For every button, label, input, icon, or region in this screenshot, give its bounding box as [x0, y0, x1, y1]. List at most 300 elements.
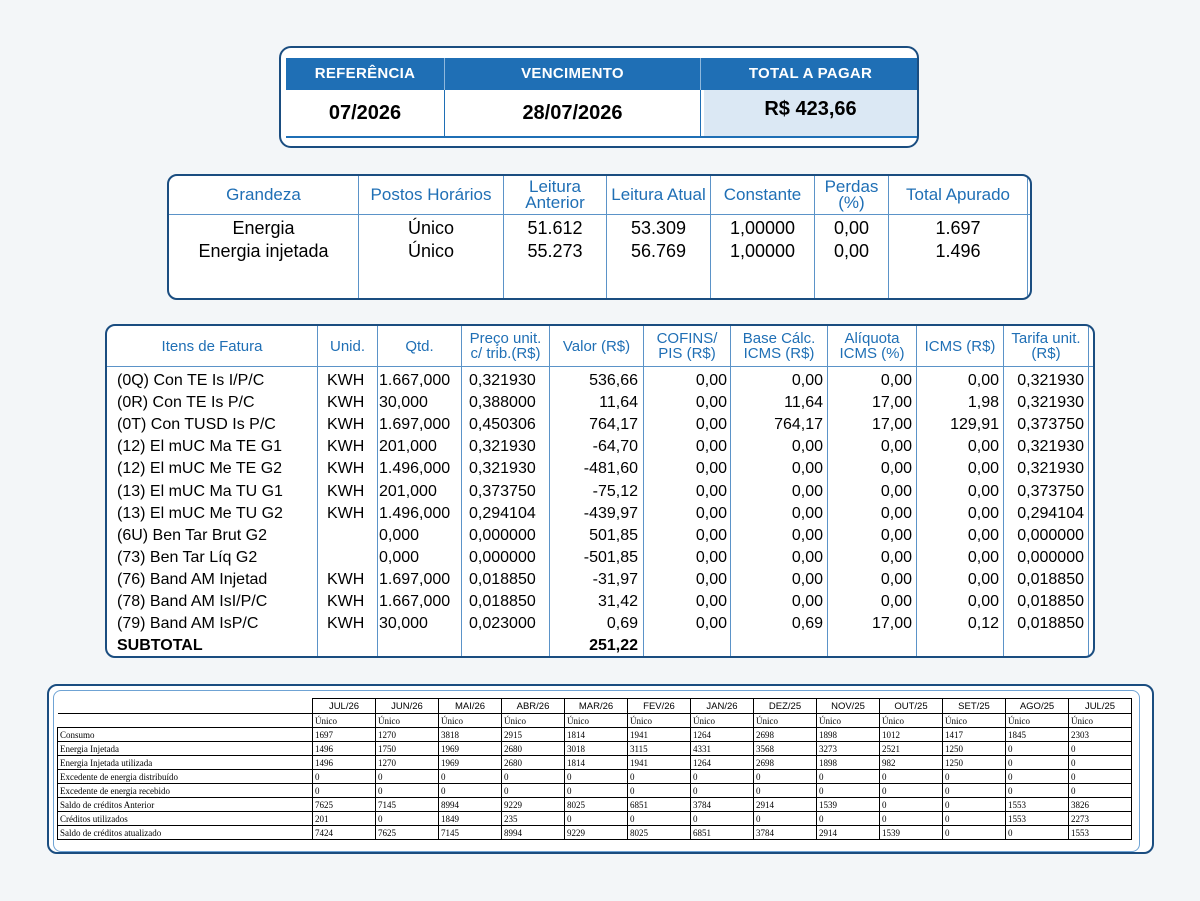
months-row [58, 699, 1132, 714]
cell-aliquota: 0,00 [880, 438, 912, 456]
history-value: 0 [880, 784, 943, 798]
month-header: MAI/26 [439, 699, 502, 714]
history-value: 0 [754, 812, 817, 826]
summary-header-bar [286, 58, 917, 90]
header-tarifa: Tarifa unit. (R$) [1011, 330, 1081, 362]
history-value: 8994 [502, 826, 565, 840]
cell-qtd: 1.496,000 [379, 504, 451, 522]
cell-unid: KWH [327, 504, 365, 522]
summary-underline [286, 136, 917, 138]
header-valor: Valor (R$) [562, 337, 631, 355]
history-value: 6851 [628, 798, 691, 812]
cell-constante: 1,00000 [729, 218, 796, 238]
cell-cofins: 0,00 [695, 416, 727, 434]
history-value: 6851 [691, 826, 754, 840]
history-value: 9229 [565, 826, 628, 840]
cell-aliquota: 0,00 [880, 460, 912, 478]
history-value: 7145 [439, 826, 502, 840]
header-total-apurado: Total Apurado [906, 185, 1010, 204]
cell-preco: 0,018850 [469, 570, 536, 588]
posto-cell: Único [313, 714, 376, 728]
history-value: 0 [628, 770, 691, 784]
history-value: 0 [565, 812, 628, 826]
history-row [58, 756, 1132, 770]
referencia-label: REFERÊNCIA [314, 65, 416, 82]
cell-base-icms: 764,17 [774, 416, 823, 434]
history-value: 0 [628, 812, 691, 826]
cell-qtd: 1.496,000 [379, 460, 451, 478]
posto-cell: Único [628, 714, 691, 728]
month-header: MAR/26 [565, 699, 628, 714]
cell-aliquota: 17,00 [871, 615, 912, 633]
cell-total-apurado: 1.697 [935, 218, 981, 238]
cell-postos: Único [407, 218, 455, 238]
cell-base-icms: 11,64 [784, 394, 823, 412]
cell-item: (0T) Con TUSD Is P/C [117, 416, 276, 434]
month-header: OUT/25 [880, 699, 943, 714]
history-value: 7145 [376, 798, 439, 812]
cell-item: (12) El mUC Ma TE G1 [117, 438, 283, 456]
history-row [58, 798, 1132, 812]
cell-item: (0Q) Con TE Is I/P/C [117, 372, 265, 389]
cell-icms: 0,00 [967, 438, 999, 456]
history-row-label: Energia Injetada [58, 742, 313, 756]
month-header: JUL/26 [313, 699, 376, 714]
cell-icms: 0,12 [967, 615, 999, 633]
history-value: 0 [817, 812, 880, 826]
referencia-value: 07/2026 [328, 102, 402, 124]
posto-cell: Único [1006, 714, 1069, 728]
cell-tarifa: 0,000000 [1017, 526, 1084, 544]
cell-item: (0R) Con TE Is P/C [117, 394, 255, 412]
cell-unid: KWH [327, 570, 365, 588]
history-row-label: Energia Injetada utilizada [58, 756, 313, 770]
posto-cell: Único [880, 714, 943, 728]
posto-cell: Único [376, 714, 439, 728]
history-value: 1250 [943, 742, 1006, 756]
history-value: 1941 [628, 728, 691, 742]
posto-cell: Único [565, 714, 628, 728]
history-value: 1270 [376, 728, 439, 742]
posto-cell: Único [691, 714, 754, 728]
cell-preco: 0,388000 [469, 394, 536, 412]
cell-preco: 0,321930 [469, 372, 536, 389]
consumption-history-table [57, 698, 1132, 840]
header-perdas: Perdas (%) [824, 177, 879, 212]
cell-qtd: 1.667,000 [379, 372, 451, 389]
history-row [58, 826, 1132, 840]
vencimento-label: VENCIMENTO [521, 65, 624, 82]
cell-unid: KWH [327, 416, 365, 434]
cell-qtd: 0,000 [379, 526, 420, 544]
cell-leitura-anterior: 51.612 [527, 218, 583, 238]
posto-cell: Único [754, 714, 817, 728]
history-value: 8994 [439, 798, 502, 812]
header-base-icms: Base Cálc. ICMS (R$) [742, 330, 816, 362]
cell-preco: 0,294104 [469, 504, 536, 522]
cell-preco: 0,018850 [469, 593, 536, 610]
header-icms: ICMS (R$) [924, 337, 996, 355]
history-row [58, 728, 1132, 742]
history-value: 8025 [628, 826, 691, 840]
month-header: ABR/26 [502, 699, 565, 714]
history-value: 4331 [691, 742, 754, 756]
cell-base-icms: 0,00 [791, 438, 823, 456]
cell-base-icms: 0,00 [791, 504, 823, 522]
cell-tarifa: 0,321930 [1017, 372, 1084, 389]
cell-icms: 0,00 [967, 526, 999, 544]
history-value: 0 [880, 798, 943, 812]
cell-leitura-anterior: 55.273 [527, 241, 583, 261]
header-leitura-anterior: Leitura Anterior [525, 177, 585, 212]
history-value: 2680 [502, 756, 565, 770]
history-value: 0 [943, 798, 1006, 812]
header-aliquota: Alíquota ICMS (%) [839, 330, 905, 362]
history-value: 0 [691, 770, 754, 784]
history-value: 8025 [565, 798, 628, 812]
history-value: 1539 [880, 826, 943, 840]
cell-tarifa: 0,373750 [1017, 482, 1084, 500]
cell-qtd: 1.697,000 [379, 570, 451, 588]
cell-qtd: 30,000 [379, 394, 428, 412]
cell-cofins: 0,00 [695, 593, 727, 610]
history-row [58, 770, 1132, 784]
history-value: 2914 [817, 826, 880, 840]
history-value: 0 [943, 784, 1006, 798]
month-header: JAN/26 [691, 699, 754, 714]
history-row [58, 812, 1132, 826]
cell-total-apurado: 1.496 [935, 241, 981, 261]
cell-cofins: 0,00 [695, 504, 727, 522]
cell-tarifa: 0,018850 [1017, 570, 1084, 588]
history-value: 1553 [1069, 826, 1132, 840]
cell-preco: 0,373750 [469, 482, 536, 500]
invoice-item-row [107, 547, 1095, 569]
header-qtd: Qtd. [405, 337, 434, 355]
cell-valor: 0,69 [606, 615, 638, 633]
cell-cofins: 0,00 [695, 570, 727, 588]
history-value: 1750 [376, 742, 439, 756]
cell-aliquota: 0,00 [880, 526, 912, 544]
cell-unid: KWH [327, 394, 365, 412]
cell-icms: 0,00 [967, 570, 999, 588]
cell-preco: 0,000000 [469, 526, 536, 544]
subtotal-label: SUBTOTAL [117, 637, 203, 654]
cell-item: (6U) Ben Tar Brut G2 [117, 526, 267, 544]
invoice-item-row [107, 591, 1095, 613]
history-value: 0 [565, 770, 628, 784]
history-value: 2273 [1069, 812, 1132, 826]
cell-grandeza: Energia [232, 218, 295, 238]
history-value: 0 [1006, 770, 1069, 784]
month-header: DEZ/25 [754, 699, 817, 714]
history-value: 0 [943, 770, 1006, 784]
history-value: 0 [1006, 756, 1069, 770]
cell-valor: -75,12 [592, 482, 638, 500]
invoice-item-row [107, 458, 1095, 480]
history-row-label: Créditos utilizados [58, 812, 313, 826]
cell-preco: 0,023000 [469, 615, 536, 633]
invoice-item-row [107, 569, 1095, 591]
history-value: 2698 [754, 728, 817, 742]
cell-icms: 0,00 [967, 548, 999, 566]
total-value: R$ 423,66 [764, 98, 857, 120]
history-value: 0 [754, 770, 817, 784]
cell-tarifa: 0,294104 [1017, 504, 1084, 522]
cell-qtd: 201,000 [379, 482, 437, 500]
history-value: 3273 [817, 742, 880, 756]
cell-base-icms: 0,00 [791, 460, 823, 478]
cell-qtd: 0,000 [379, 548, 420, 566]
history-value: 1845 [1006, 728, 1069, 742]
posto-cell: Único [439, 714, 502, 728]
history-value: 1496 [313, 756, 376, 770]
cell-qtd: 1.697,000 [379, 416, 451, 434]
history-row-label: Excedente de energia distribuído [58, 770, 313, 784]
cell-cofins: 0,00 [695, 394, 727, 412]
posto-cell: Único [1069, 714, 1132, 728]
invoice-item-row [107, 481, 1095, 503]
cell-item: (13) El mUC Me TU G2 [117, 504, 283, 522]
cell-item: (73) Ben Tar Líq G2 [117, 548, 258, 566]
history-value: 1898 [817, 728, 880, 742]
history-value: 0 [313, 784, 376, 798]
month-header: NOV/25 [817, 699, 880, 714]
cell-base-icms: 0,00 [791, 482, 823, 500]
empty-corner [58, 714, 313, 728]
history-value: 3818 [439, 728, 502, 742]
header-preco: Preço unit. c/ trib.(R$) [469, 330, 542, 362]
invoice-summary-card [279, 46, 919, 148]
month-header: AGO/25 [1006, 699, 1069, 714]
cell-valor: -501,85 [583, 548, 638, 566]
cell-qtd: 30,000 [379, 615, 428, 633]
cell-base-icms: 0,69 [791, 615, 823, 633]
header-itens: Itens de Fatura [161, 337, 263, 355]
history-row-label: Excedente de energia recebido [58, 784, 313, 798]
history-value: 3018 [565, 742, 628, 756]
history-value: 2915 [502, 728, 565, 742]
cell-base-icms: 0,00 [791, 526, 823, 544]
history-value: 2680 [502, 742, 565, 756]
subtotal-value: 251,22 [589, 637, 638, 654]
cell-qtd: 201,000 [379, 438, 437, 456]
cell-valor: 501,85 [589, 526, 638, 544]
cell-constante: 1,00000 [729, 241, 796, 261]
cell-aliquota: 0,00 [880, 372, 912, 389]
cell-aliquota: 17,00 [871, 416, 912, 434]
history-value: 0 [943, 826, 1006, 840]
history-value: 0 [943, 812, 1006, 826]
history-value: 0 [439, 784, 502, 798]
history-value: 1264 [691, 756, 754, 770]
cell-valor: -64,70 [592, 438, 638, 456]
cell-item: (12) El mUC Me TE G2 [117, 460, 283, 478]
history-value: 0 [817, 770, 880, 784]
history-value: 2303 [1069, 728, 1132, 742]
total-label: TOTAL A PAGAR [748, 65, 873, 82]
history-row-label: Saldo de créditos atualizado [58, 826, 313, 840]
history-value: 1849 [439, 812, 502, 826]
cell-item: (13) El mUC Ma TU G1 [117, 482, 283, 500]
invoice-item-row [107, 525, 1095, 547]
header-grandeza: Grandeza [226, 185, 301, 204]
cell-item: (76) Band AM Injetad [117, 570, 268, 588]
posto-cell: Único [502, 714, 565, 728]
history-value: 2521 [880, 742, 943, 756]
history-value: 1814 [565, 756, 628, 770]
cell-cofins: 0,00 [695, 548, 727, 566]
history-value: 7625 [376, 826, 439, 840]
history-value: 9229 [502, 798, 565, 812]
cell-perdas: 0,00 [833, 218, 870, 238]
cell-base-icms: 0,00 [791, 372, 823, 389]
invoice-item-row [107, 503, 1095, 525]
history-value: 0 [628, 784, 691, 798]
history-value: 3784 [691, 798, 754, 812]
history-value: 0 [1006, 826, 1069, 840]
cell-valor: 764,17 [589, 416, 638, 434]
history-value: 7424 [313, 826, 376, 840]
history-value: 235 [502, 812, 565, 826]
cell-tarifa: 0,000000 [1017, 548, 1084, 566]
cell-unid: KWH [327, 460, 365, 478]
cell-icms: 1,98 [967, 394, 999, 412]
history-value: 0 [376, 784, 439, 798]
header-postos: Postos Horários [370, 185, 492, 204]
cell-item: (79) Band AM IsP/C [117, 615, 259, 633]
cell-item: (78) Band AM IsI/P/C [117, 593, 268, 610]
history-value: 1969 [439, 756, 502, 770]
cell-preco: 0,321930 [469, 438, 536, 456]
cell-preco: 0,321930 [469, 460, 536, 478]
history-value: 1941 [628, 756, 691, 770]
postos-row [58, 714, 1132, 728]
history-value: 0 [1006, 742, 1069, 756]
posto-cell: Único [817, 714, 880, 728]
history-value: 0 [1006, 784, 1069, 798]
history-value: 0 [691, 812, 754, 826]
history-value: 0 [502, 784, 565, 798]
cell-valor: -31,97 [592, 570, 638, 588]
cell-postos: Único [407, 241, 455, 261]
history-value: 0 [565, 784, 628, 798]
posto-cell: Único [943, 714, 1006, 728]
history-value: 0 [817, 784, 880, 798]
cell-cofins: 0,00 [695, 460, 727, 478]
cell-cofins: 0,00 [695, 372, 727, 389]
history-row [58, 784, 1132, 798]
header-unid: Unid. [329, 337, 366, 355]
cell-aliquota: 0,00 [880, 570, 912, 588]
cell-unid: KWH [327, 615, 365, 633]
summary-values [286, 90, 917, 136]
cell-aliquota: 0,00 [880, 593, 912, 610]
cell-icms: 0,00 [967, 460, 999, 478]
cell-aliquota: 17,00 [871, 394, 912, 412]
history-value: 0 [1069, 784, 1132, 798]
cell-unid: KWH [327, 372, 365, 389]
cell-grandeza: Energia injetada [198, 241, 329, 261]
history-value: 3115 [628, 742, 691, 756]
cell-base-icms: 0,00 [791, 548, 823, 566]
history-value: 1264 [691, 728, 754, 742]
history-value: 0 [880, 770, 943, 784]
cell-valor: 536,66 [589, 372, 638, 389]
cell-cofins: 0,00 [695, 482, 727, 500]
cell-base-icms: 0,00 [791, 570, 823, 588]
cell-cofins: 0,00 [695, 615, 727, 633]
history-value: 201 [313, 812, 376, 826]
cell-aliquota: 0,00 [880, 504, 912, 522]
history-value: 1250 [943, 756, 1006, 770]
history-value: 1553 [1006, 812, 1069, 826]
cell-icms: 0,00 [967, 482, 999, 500]
history-value: 0 [313, 770, 376, 784]
cell-preco: 0,000000 [469, 548, 536, 566]
history-value: 0 [754, 784, 817, 798]
history-value: 2698 [754, 756, 817, 770]
invoice-item-row [107, 370, 1095, 392]
history-value: 7625 [313, 798, 376, 812]
empty-corner [58, 699, 313, 714]
vencimento-value: 28/07/2026 [522, 102, 623, 124]
history-value: 0 [880, 812, 943, 826]
history-value: 1417 [943, 728, 1006, 742]
history-value: 1270 [376, 756, 439, 770]
history-value: 1898 [817, 756, 880, 770]
header-leitura-atual: Leitura Atual [611, 185, 706, 204]
history-value: 0 [376, 770, 439, 784]
month-header: SET/25 [943, 699, 1006, 714]
cell-tarifa: 0,321930 [1017, 438, 1084, 456]
cell-icms: 0,00 [967, 593, 999, 610]
cell-valor: 11,64 [599, 394, 638, 412]
history-value: 3826 [1069, 798, 1132, 812]
cell-valor: -439,97 [583, 504, 638, 522]
cell-qtd: 1.667,000 [379, 593, 451, 610]
cell-cofins: 0,00 [695, 438, 727, 456]
readings-card [167, 174, 1032, 300]
history-value: 2914 [754, 798, 817, 812]
cell-tarifa: 0,321930 [1017, 394, 1084, 412]
cell-aliquota: 0,00 [880, 548, 912, 566]
header-constante: Constante [723, 185, 802, 204]
history-value: 1553 [1006, 798, 1069, 812]
invoice-item-row [107, 436, 1095, 458]
cell-unid: KWH [327, 593, 365, 610]
cell-icms: 0,00 [967, 372, 999, 389]
cell-tarifa: 0,018850 [1017, 615, 1084, 633]
history-value: 0 [502, 770, 565, 784]
history-row-label: Saldo de créditos Anterior [58, 798, 313, 812]
subtotal-row [107, 635, 1095, 657]
history-value: 1814 [565, 728, 628, 742]
month-header: JUN/26 [376, 699, 439, 714]
history-value: 3568 [754, 742, 817, 756]
invoice-item-row [107, 392, 1095, 414]
history-value: 0 [691, 784, 754, 798]
month-header: FEV/26 [628, 699, 691, 714]
cell-cofins: 0,00 [695, 526, 727, 544]
cell-perdas: 0,00 [833, 241, 870, 261]
history-value: 1539 [817, 798, 880, 812]
header-cofins: COFINS/ PIS (R$) [656, 330, 718, 362]
history-value: 0 [439, 770, 502, 784]
invoice-items-card [105, 324, 1095, 658]
cell-icms: 129,91 [950, 416, 999, 434]
cell-unid: KWH [327, 438, 365, 456]
